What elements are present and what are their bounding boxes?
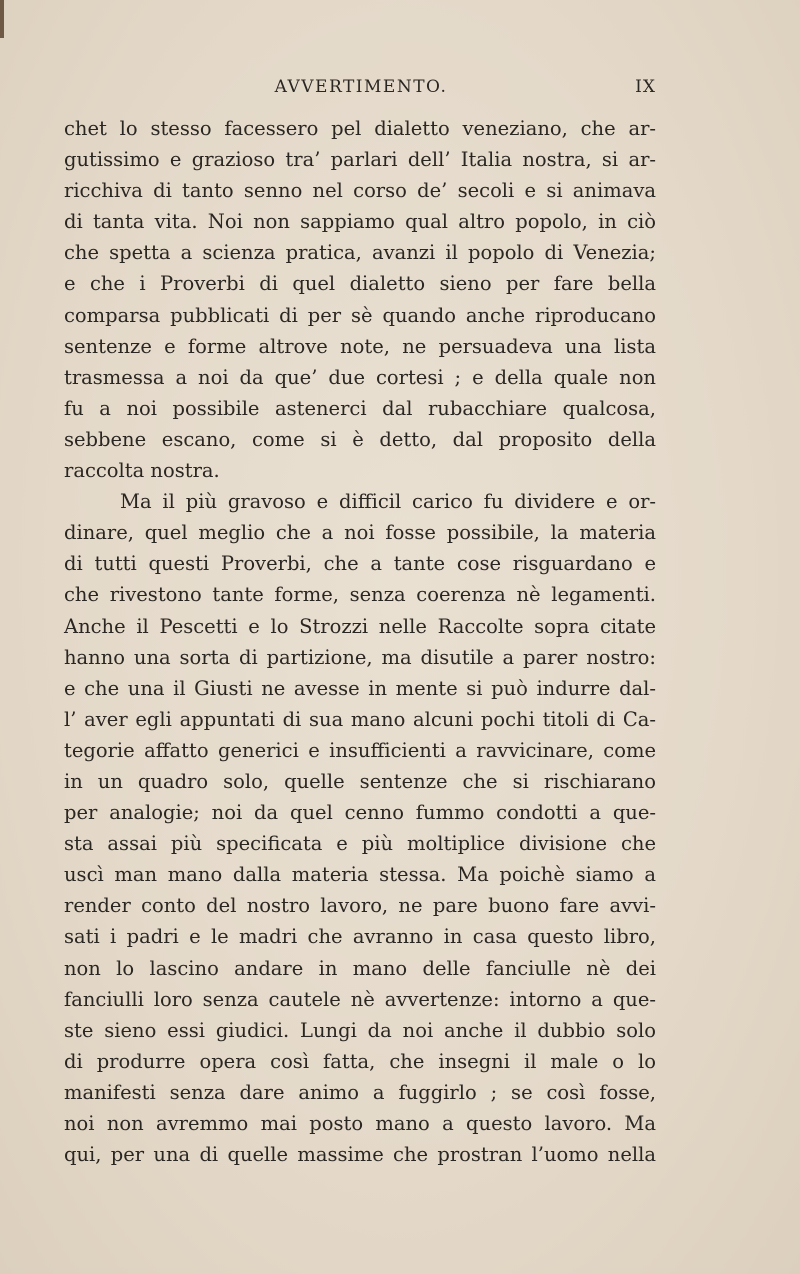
- text-line: sta assai più specificata e più moltiplice divisione che: [64, 832, 656, 856]
- text-line: comparsa pubblicati di per sè quando anche riproducano: [64, 303, 656, 327]
- running-title: AVVERTIMENTO.: [274, 77, 448, 97]
- text-line: dinare, quel meglio che a noi fosse possibile, la materia: [64, 521, 656, 545]
- text-line: ste sieno essi giudici. Lungi da noi anche il dubbio solo: [64, 1018, 656, 1042]
- text-line: trasmessa a noi da que’ due cortesi ; e della quale non: [64, 365, 656, 389]
- text-line: l’ aver egli appuntati di sua mano alcuni pochi titoli di Ca-: [64, 707, 656, 731]
- text-line: non lo lascino andare in mano delle fanciulle nè dei: [64, 956, 656, 980]
- text-line: che spetta a scienza pratica, avanzi il popolo di Venezia;: [64, 241, 656, 265]
- text-line: di produrre opera così fatta, che insegni il male o lo: [64, 1049, 656, 1073]
- text-line: di tutti questi Proverbi, che a tante cose risguardano e: [64, 552, 656, 576]
- text-line: qui, per una di quelle massime che prostran l’uomo nella: [64, 1143, 656, 1167]
- page-number: IX: [635, 77, 656, 97]
- text-line: fanciulli loro senza cautele nè avvertenze: intorno a que-: [64, 987, 656, 1011]
- text-line: Anche il Pescetti e lo Strozzi nelle Raccolte sopra citate: [64, 614, 656, 638]
- text-line: sentenze e forme altrove note, ne persuadeva una lista: [64, 334, 656, 358]
- text-line: gutissimo e grazioso tra’ parlari dell’ Italia nostra, si ar-: [64, 148, 656, 172]
- binding-edge: [0, 0, 4, 38]
- text-line: manifesti senza dare animo a fuggirlo ; se così fosse,: [64, 1080, 656, 1104]
- text-line: sati i padri e le madri che avranno in casa questo libro,: [64, 925, 656, 949]
- text-line: e che una il Giusti ne avesse in mente si può indurre dal-: [64, 676, 656, 700]
- text-line: per analogie; noi da quel cenno fummo condotti a que-: [64, 801, 656, 825]
- text-line: ricchiva di tanto senno nel corso de’ secoli e si animava: [64, 179, 656, 203]
- text-line: chet lo stesso facessero pel dialetto veneziano, che ar-: [64, 117, 656, 140]
- running-head: [66, 74, 656, 100]
- text-line: sebbene escano, come si è detto, dal proposito della: [64, 427, 656, 451]
- text-line: e che i Proverbi di quel dialetto sieno per fare bella: [64, 272, 656, 296]
- text-line: che rivestono tante forme, senza coerenza nè legamenti.: [64, 583, 656, 607]
- text-line: fu a noi possibile astenerci dal rubacchiare qualcosa,: [64, 396, 656, 420]
- text-line: noi non avremmo mai posto mano a questo lavoro. Ma: [64, 1112, 656, 1135]
- text-line: tegorie affatto generici e insufficienti a ravvicinare, come: [64, 738, 656, 762]
- text-line: di tanta vita. Noi non sappiamo qual altro popolo, in ciò: [64, 210, 656, 234]
- text-line: uscì man mano dalla materia stessa. Ma poichè siamo a: [64, 863, 656, 887]
- text-line: Ma il più gravoso e difficil carico fu dividere e or-: [120, 490, 656, 514]
- text-line: raccolta nostra.: [64, 459, 220, 483]
- text-line: hanno una sorta di partizione, ma disutile a parer nostro:: [64, 645, 656, 669]
- text-line: render conto del nostro lavoro, ne pare buono fare avvi-: [64, 894, 656, 918]
- body-text: [64, 113, 656, 1170]
- text-line: in un quadro solo, quelle sentenze che si rischiarano: [64, 769, 656, 793]
